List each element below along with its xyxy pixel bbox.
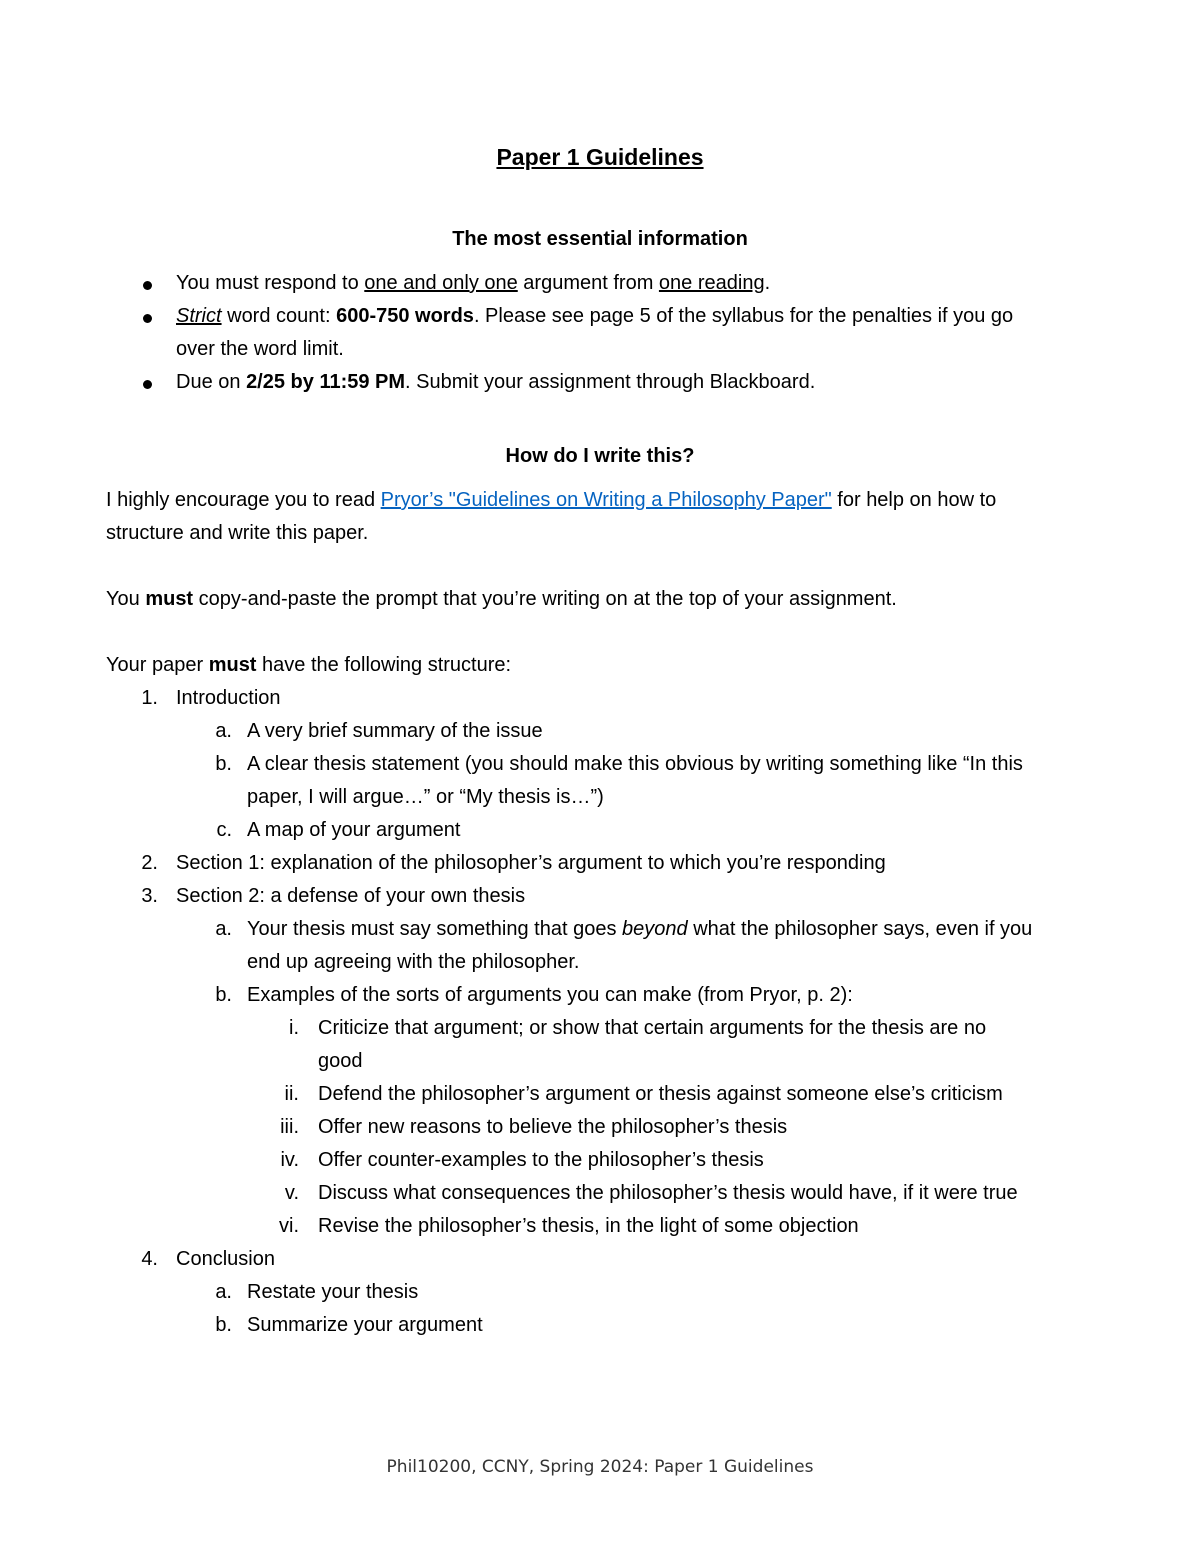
text: word count: xyxy=(221,305,337,327)
list-item-cont: paper, I will argue…” or “My thesis is…”) xyxy=(247,786,604,808)
list-item: A very brief summary of the issue xyxy=(247,720,543,742)
emphasis: beyond xyxy=(622,918,688,940)
list-roman: iii. xyxy=(280,1116,299,1138)
list-item: Offer new reasons to believe the philosopher’s thesis xyxy=(318,1116,788,1138)
bullet-dot xyxy=(143,314,152,323)
text: Your thesis must say something that goes xyxy=(247,918,623,940)
list-number: 4. xyxy=(141,1248,158,1270)
list-item: Discuss what consequences the philosopher’s thesis would have, if it were true xyxy=(318,1182,1018,1204)
list-item: Summarize your argument xyxy=(247,1314,483,1336)
list-letter: c. xyxy=(216,819,232,841)
list-letter: a. xyxy=(215,918,232,940)
text: Your paper xyxy=(106,654,209,676)
list-roman: v. xyxy=(284,1182,299,1204)
page-footer: Phil10200, CCNY, Spring 2024: Paper 1 Guidelines xyxy=(386,1457,814,1477)
list-item: Defend the philosopher’s argument or thesis against someone else’s criticism xyxy=(318,1083,1003,1105)
text: have the following structure: xyxy=(256,654,512,676)
list-item: Examples of the sorts of arguments you can make (from Pryor, p. 2): xyxy=(247,984,853,1006)
bullet-item-3 xyxy=(176,371,815,394)
list-number: 2. xyxy=(141,852,158,874)
list-item-cont: good xyxy=(318,1050,363,1072)
text: Due on xyxy=(176,371,247,393)
list-letter: a. xyxy=(215,1281,232,1303)
text: You xyxy=(106,588,146,610)
list-item-introduction: Introduction xyxy=(176,687,281,709)
paragraph-1 xyxy=(106,489,996,512)
how-heading: How do I write this? xyxy=(505,445,695,467)
strict-text: Strict xyxy=(176,305,222,327)
text: what the philosopher says, even if you xyxy=(687,918,1033,940)
text: I highly encourage you to read xyxy=(106,489,381,511)
pryor-guidelines-link[interactable]: Pryor’s "Guidelines on Writing a Philosophy Paper" xyxy=(380,489,832,511)
list-item: Criticize that argument; or show that certain arguments for the thesis are no xyxy=(318,1017,987,1039)
text: . xyxy=(764,272,771,294)
essential-heading: The most essential information xyxy=(452,228,748,250)
paragraph-3 xyxy=(106,654,511,677)
bullet-item-2 xyxy=(176,305,1013,328)
list-item-cont: end up agreeing with the philosopher. xyxy=(247,951,580,973)
list-item-conclusion: Conclusion xyxy=(176,1248,275,1270)
paragraph-1-cont: structure and write this paper. xyxy=(106,522,369,544)
list-number: 3. xyxy=(141,885,158,907)
page-title: Paper 1 Guidelines xyxy=(496,144,704,170)
underlined-text: one and only one xyxy=(364,272,518,294)
list-letter: b. xyxy=(215,1314,232,1336)
bullet-dot xyxy=(143,380,152,389)
text: copy-and-paste the prompt that you’re writing on at the top of your assignment. xyxy=(193,588,897,610)
list-item: Offer counter-examples to the philosopher’s thesis xyxy=(318,1149,764,1171)
list-item-section-2: Section 2: a defense of your own thesis xyxy=(176,885,526,907)
text: for help on how to xyxy=(831,489,997,511)
list-number: 1. xyxy=(141,687,158,709)
text: . Submit your assignment through Blackboard. xyxy=(405,371,816,393)
list-item: A clear thesis statement (you should make this obvious by writing something like “In this xyxy=(247,753,1023,775)
list-letter: b. xyxy=(215,753,232,775)
list-letter: a. xyxy=(215,720,232,742)
text: argument from xyxy=(517,272,659,294)
text: You must respond to xyxy=(176,272,365,294)
list-roman: vi. xyxy=(279,1215,299,1237)
list-item: A map of your argument xyxy=(247,819,461,841)
list-item: Restate your thesis xyxy=(247,1281,419,1303)
list-item-section-1: Section 1: explanation of the philosopher’s argument to which you’re responding xyxy=(176,852,886,874)
emphasis: must xyxy=(145,588,194,610)
list-roman: i. xyxy=(289,1017,299,1039)
bullet-dot xyxy=(143,281,152,290)
word-count: 600-750 words xyxy=(336,305,474,327)
list-item: Revise the philosopher’s thesis, in the light of some objection xyxy=(318,1215,859,1237)
text: . Please see page 5 of the syllabus for the penalties if you go xyxy=(473,305,1014,327)
due-date: 2/25 by 11:59 PM xyxy=(246,371,406,393)
list-letter: b. xyxy=(215,984,232,1006)
list-roman: iv. xyxy=(280,1149,299,1171)
bullet-item-2-cont: over the word limit. xyxy=(176,338,344,360)
list-roman: ii. xyxy=(284,1083,299,1105)
underlined-text: one reading xyxy=(658,272,765,294)
list-item xyxy=(247,918,1032,941)
emphasis: must xyxy=(208,654,257,676)
bullet-item-1 xyxy=(176,272,770,295)
paragraph-2 xyxy=(106,588,897,611)
